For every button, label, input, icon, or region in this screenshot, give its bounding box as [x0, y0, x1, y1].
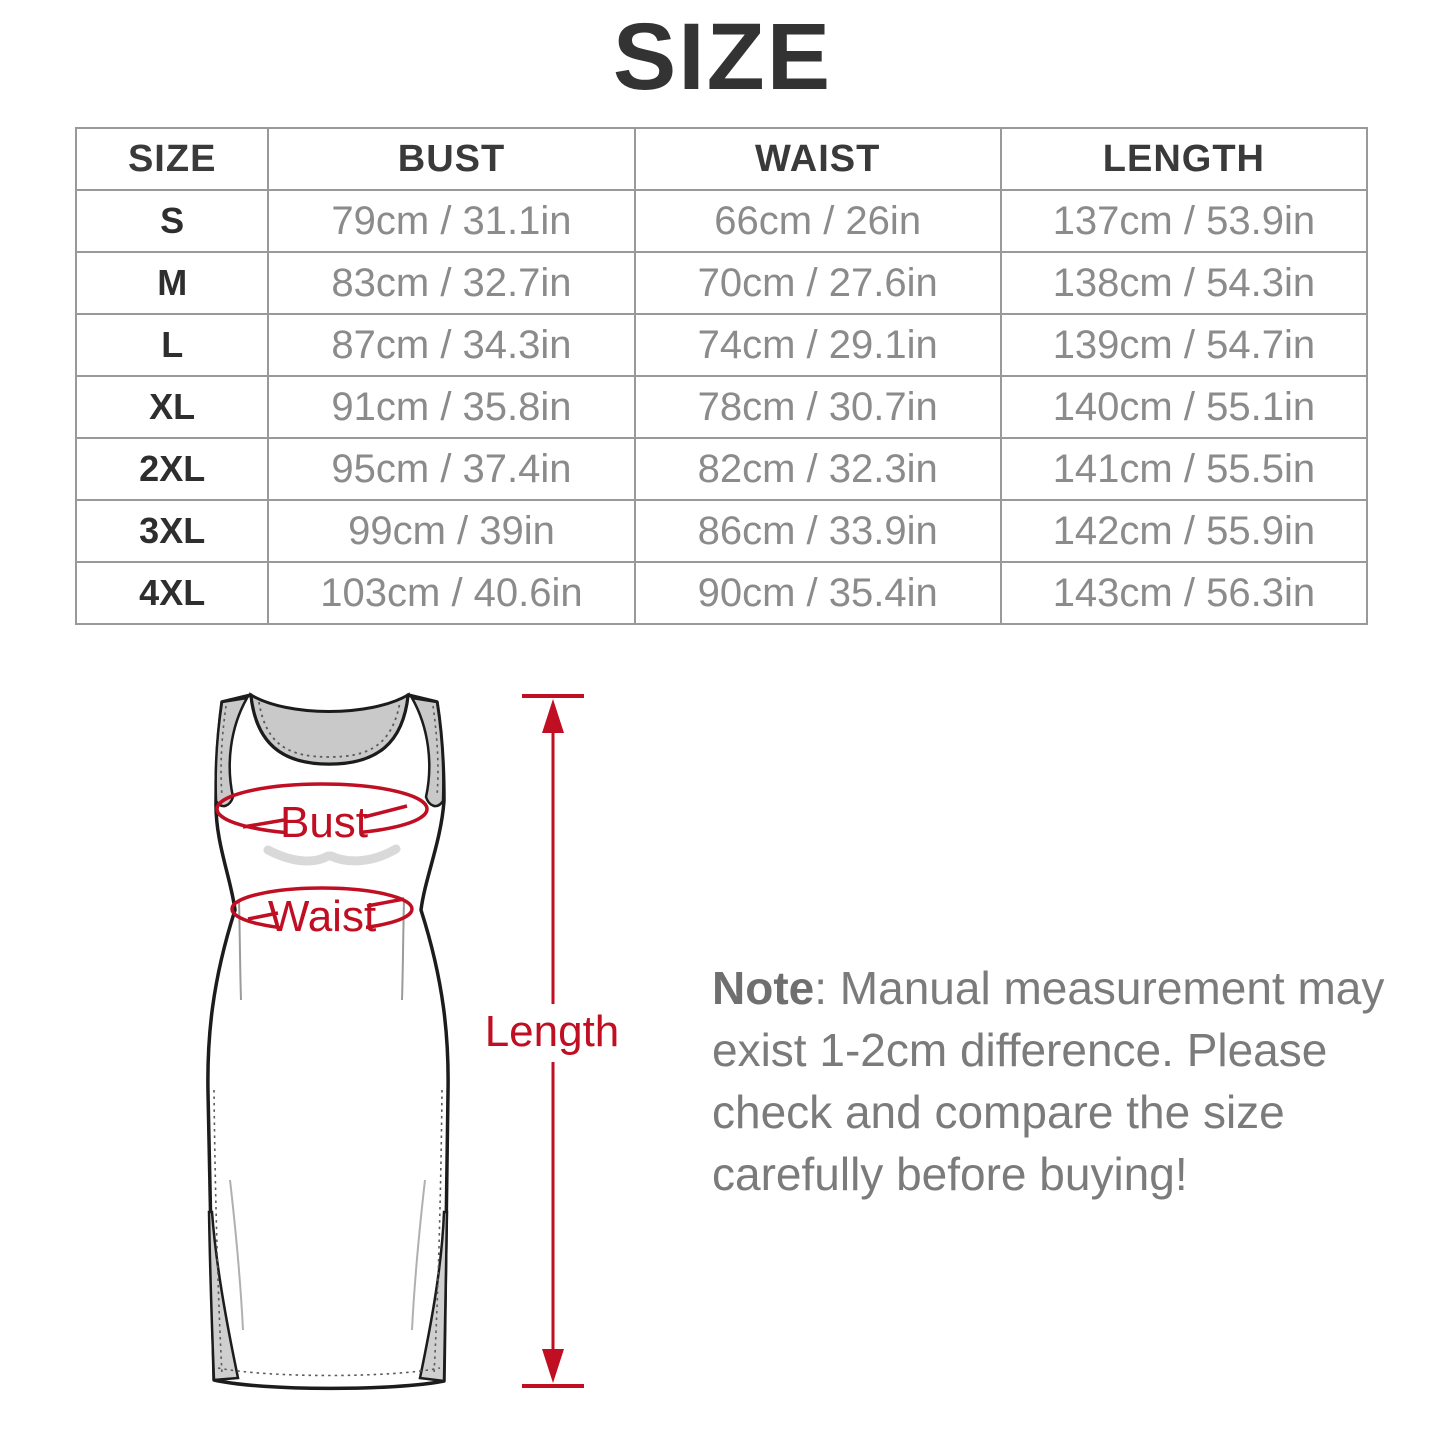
- waist-cell: 70cm / 27.6in: [635, 252, 1001, 314]
- length-measure: [485, 696, 620, 1386]
- note-line-1: [712, 957, 1412, 1019]
- page-title: SIZE: [612, 4, 833, 110]
- waist-cell: 74cm / 29.1in: [635, 314, 1001, 376]
- length-cell: 138cm / 54.3in: [1001, 252, 1367, 314]
- bust-cell: 99cm / 39in: [268, 500, 634, 562]
- length-cell: 142cm / 55.9in: [1001, 500, 1367, 562]
- table-header-row: [76, 128, 1367, 190]
- bust-label: Bust: [279, 798, 369, 847]
- bust-cell: 91cm / 35.8in: [268, 376, 634, 438]
- header-waist: WAIST: [635, 128, 1001, 190]
- waist-cell: 86cm / 33.9in: [635, 500, 1001, 562]
- header-length: LENGTH: [1001, 128, 1367, 190]
- bust-cell: 95cm / 37.4in: [268, 438, 634, 500]
- size-cell: 4XL: [76, 562, 268, 624]
- bust-cell: 87cm / 34.3in: [268, 314, 634, 376]
- size-cell: 2XL: [76, 438, 268, 500]
- length-arrow-down-head: [542, 1349, 564, 1383]
- header-size: SIZE: [76, 128, 268, 190]
- table-row: [76, 314, 1367, 376]
- size-cell: XL: [76, 376, 268, 438]
- length-label: Length: [484, 1007, 620, 1056]
- bust-cell: 79cm / 31.1in: [268, 190, 634, 252]
- bust-cell: 103cm / 40.6in: [268, 562, 634, 624]
- table-row: [76, 562, 1367, 624]
- waist-cell: 66cm / 26in: [635, 190, 1001, 252]
- table-row: [76, 252, 1367, 314]
- bust-cell: 83cm / 32.7in: [268, 252, 634, 314]
- waist-label: Waist: [267, 892, 377, 941]
- size-cell: L: [76, 314, 268, 376]
- size-chart-table: [75, 127, 1368, 625]
- measurement-note: [712, 957, 1412, 1205]
- note-bold-prefix: Note: [712, 962, 815, 1014]
- note-line-4: carefully before buying!: [712, 1148, 1188, 1200]
- dress-measurement-diagram: [80, 682, 680, 1445]
- note-line-1-rest: : Manual measurement may: [814, 962, 1385, 1014]
- table-row: [76, 190, 1367, 252]
- length-cell: 143cm / 56.3in: [1001, 562, 1367, 624]
- length-cell: 140cm / 55.1in: [1001, 376, 1367, 438]
- length-cell: 141cm / 55.5in: [1001, 438, 1367, 500]
- table-row: [76, 438, 1367, 500]
- size-cell: 3XL: [76, 500, 268, 562]
- length-cell: 137cm / 53.9in: [1001, 190, 1367, 252]
- header-bust: BUST: [268, 128, 634, 190]
- note-line-2: exist 1-2cm difference. Please: [712, 1024, 1328, 1076]
- waist-cell: 82cm / 32.3in: [635, 438, 1001, 500]
- table-row: [76, 376, 1367, 438]
- note-line-3: check and compare the size: [712, 1086, 1285, 1138]
- length-cell: 139cm / 54.7in: [1001, 314, 1367, 376]
- size-cell: S: [76, 190, 268, 252]
- size-cell: M: [76, 252, 268, 314]
- waist-cell: 90cm / 35.4in: [635, 562, 1001, 624]
- table-row: [76, 500, 1367, 562]
- waist-cell: 78cm / 30.7in: [635, 376, 1001, 438]
